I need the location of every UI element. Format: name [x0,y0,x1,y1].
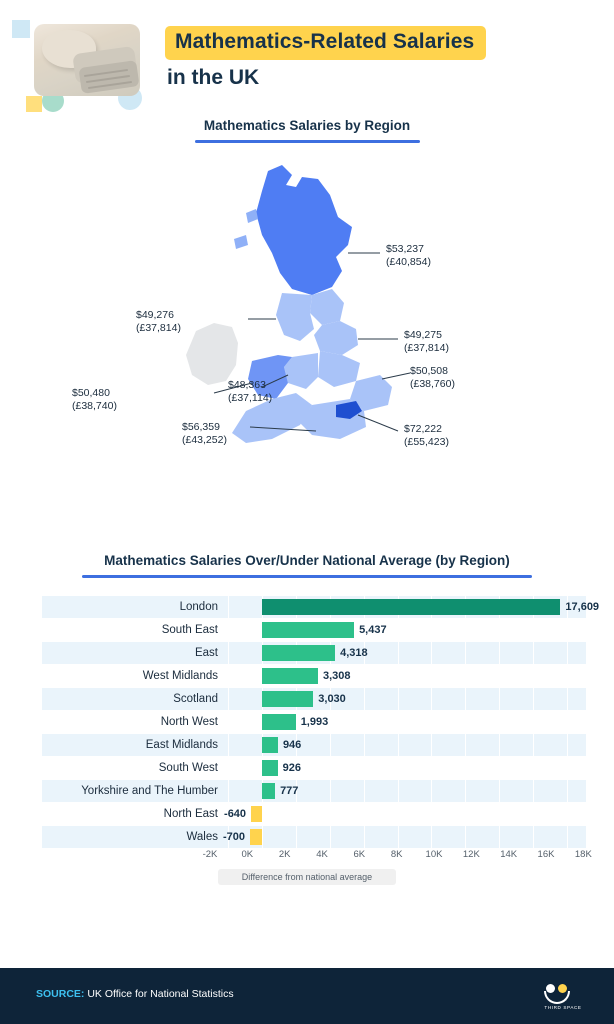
map-label-south-east [182,421,227,447]
gridline [398,780,399,802]
map-label-east-gbp: (£38,760) [410,378,455,390]
bar-plot-area [223,826,584,848]
bar-row [18,688,596,710]
bar-category-label: Scotland [173,693,218,705]
bar-row [18,711,596,733]
gridline [465,642,466,664]
map-label-north-west-gbp: (£37,814) [136,322,181,334]
map-label-wales-gbp: (£38,740) [72,400,117,412]
bar-row [18,596,600,618]
gridline [465,688,466,710]
x-axis-tick: 6K [353,849,366,860]
bar-plot-area [228,734,584,756]
gridline [533,688,534,710]
money-calculator-photo [34,24,140,96]
gridline [296,826,297,848]
gridline [398,711,399,733]
bar [262,645,335,661]
bar [251,806,262,822]
map-label-yorkshire-usd: $49,275 [404,329,442,341]
bar-category-label: West Midlands [142,670,218,682]
gridline [533,665,534,687]
gridline [533,711,534,733]
gridline [398,734,399,756]
chart-title-underline [82,575,532,578]
gridline [364,688,365,710]
gridline [567,826,568,848]
bar [262,691,313,707]
x-axis-tick: 0K [241,849,254,860]
gridline [499,734,500,756]
gridline [533,757,534,779]
gridline [364,780,365,802]
x-axis-tick: 10K [425,849,443,860]
bar-row [18,619,596,641]
bar-row [18,665,596,687]
gridline [499,780,500,802]
map-label-scotland [386,243,431,269]
bar-category-label: South West [158,762,218,774]
gridline [228,642,229,664]
gridline [533,642,534,664]
gridline [567,803,568,825]
gridline [567,642,568,664]
map-label-wales-usd: $50,480 [72,387,110,399]
bar-plot-area [228,642,584,664]
bar-row [18,642,596,664]
bar-category-label: East Midlands [145,739,218,751]
gridline [533,803,534,825]
map-label-south-east-usd: $56,359 [182,421,220,433]
bar-row [18,734,596,756]
gridline [533,826,534,848]
bar-category-label: North West [160,716,218,728]
gridline [398,619,399,641]
gridline [567,734,568,756]
bar-plot-area [228,619,584,641]
gridline [330,757,331,779]
bar-value-label: 5,437 [359,624,387,636]
header-decoration [10,12,155,112]
logo-arc-icon [544,991,570,1004]
bar [262,714,296,730]
gridline [262,803,263,825]
bar-value-label: 3,308 [322,670,351,682]
map-label-west-midlands [228,379,272,405]
bar-value-label: 1,993 [300,716,329,728]
bar-value-label: 17,609 [565,601,600,613]
gridline [228,619,229,641]
gridline [431,734,432,756]
brand-logo [534,984,592,1010]
x-axis-tick: 18K [574,849,592,860]
gridline [398,642,399,664]
bar-value-label: -640 [224,808,247,820]
gridline [465,803,466,825]
gridline [228,757,229,779]
bar-plot-area [228,757,584,779]
x-axis-tick: 2K [278,849,291,860]
map-label-south-east-gbp: (£43,252) [182,434,227,446]
chart-section-title: Mathematics Salaries Over/Under National Average (by Region) [104,553,510,568]
bar-category-label: Yorkshire and The Humber [81,785,218,797]
bar-plot-area [228,711,584,733]
map-region-east-midlands [318,351,360,387]
map-label-east [410,365,455,391]
gridline [330,826,331,848]
gridline [364,757,365,779]
map-section-title: Mathematics Salaries by Region [203,118,411,133]
gridline [296,803,297,825]
gridline [465,826,466,848]
x-axis-tick: 8K [390,849,403,860]
bar-value-label: 777 [280,785,299,797]
bar [250,829,262,845]
gridline [330,711,331,733]
bar-chart [0,596,614,848]
gridline [465,665,466,687]
x-axis-tick: 16K [537,849,555,860]
gridline [465,619,466,641]
gridline [567,665,568,687]
source-value: UK Office for National Statistics [87,988,234,1000]
gridline [499,688,500,710]
map-region-scotland-isles-2 [234,235,248,249]
gridline [431,803,432,825]
header [0,0,614,118]
gridline [330,803,331,825]
uk-map-svg [0,143,614,563]
gridline [465,734,466,756]
gridline [567,711,568,733]
source-text [36,988,234,1000]
bar-chart-section [0,553,614,885]
page-subtitle: in the UK [167,66,260,89]
bar [262,783,275,799]
gridline [431,642,432,664]
gridline [499,803,500,825]
map-label-east-usd: $50,508 [410,365,448,377]
x-axis-tick: 12K [462,849,480,860]
page-title: Mathematics-Related Salaries [165,26,486,60]
bar [262,737,278,753]
bar-plot-area [228,780,584,802]
gridline [499,619,500,641]
x-axis [202,849,602,867]
gridline [499,757,500,779]
gridline [398,803,399,825]
x-axis-label: Difference from national average [218,869,396,885]
gridline [465,757,466,779]
map-section [0,118,614,563]
bar-plot-area [228,596,600,618]
gridline [567,780,568,802]
gridline [398,757,399,779]
gridline [364,826,365,848]
map-region-scotland-isles [246,209,258,223]
gridline [533,734,534,756]
map-region-scotland [256,165,352,295]
x-axis-tick: -2K [202,849,218,860]
gridline [465,711,466,733]
bar-row [18,780,596,802]
gridline [431,757,432,779]
bar-category-label: East [194,647,218,659]
bar [262,668,318,684]
bar-row [18,826,596,848]
gridline [364,711,365,733]
gridline [364,665,365,687]
map-label-london-usd: $72,222 [404,423,442,435]
gridline [533,619,534,641]
gridline [228,711,229,733]
title-block [165,26,486,90]
gridline [567,757,568,779]
decor-square-yellow [26,96,42,112]
gridline [398,688,399,710]
logo-text: THIRD SPACE [544,1005,582,1010]
map-region-yorkshire [314,321,358,355]
gridline [228,665,229,687]
bar-category-label: South East [161,624,218,636]
map-label-london [404,423,449,449]
bar-value-label: -700 [223,831,246,843]
gridline [431,688,432,710]
bar-category-label: London [179,601,218,613]
gridline [398,826,399,848]
bar-value-label: 4,318 [340,647,368,659]
map-label-yorkshire-gbp: (£37,814) [404,342,449,354]
gridline [431,826,432,848]
gridline [296,711,297,733]
map-label-north-west-usd: $49,276 [136,309,174,321]
map-label-yorkshire [404,329,449,355]
decor-square-blue [12,20,30,38]
gridline [499,642,500,664]
map-label-west-midlands-usd: $48,363 [228,379,266,391]
gridline [228,780,229,802]
bar-row [18,757,596,779]
map-label-london-gbp: (£55,423) [404,436,449,448]
gridline [330,780,331,802]
gridline [364,803,365,825]
gridline [364,734,365,756]
footer [0,968,614,1024]
map-region-north-west [276,293,314,341]
gridline [567,619,568,641]
map-label-scotland-usd: $53,237 [386,243,424,255]
x-axis-tick: 4K [316,849,328,860]
gridline [465,780,466,802]
gridline [398,665,399,687]
gridline [533,780,534,802]
gridline [499,711,500,733]
bar-row [18,803,596,825]
gridline [499,665,500,687]
bar-value-label: 946 [282,739,302,751]
bar-value-label: 926 [282,762,301,774]
uk-map [0,143,614,563]
gridline [262,826,263,848]
x-axis-tick: 14K [500,849,518,860]
bar-plot-area [228,665,584,687]
gridline [567,688,568,710]
source-key: SOURCE: [36,988,85,1000]
bar-plot-area [228,688,584,710]
bar-category-label: Wales [186,831,218,843]
leader-line-east [382,373,410,379]
map-label-wales [72,387,117,413]
map-label-scotland-gbp: (£40,854) [386,256,431,268]
bar [262,760,278,776]
gridline [431,665,432,687]
gridline [228,688,229,710]
gridline [228,734,229,756]
gridline [431,619,432,641]
gridline [431,711,432,733]
gridline [228,596,229,618]
gridline [499,826,500,848]
map-label-west-midlands-gbp: (£37,114) [228,392,273,404]
gridline [330,734,331,756]
map-label-north-west [136,309,181,335]
map-region-ireland [186,323,238,385]
gridline [431,780,432,802]
bar-plot-area [224,803,584,825]
map-region-north-east [310,289,344,325]
bar [262,599,561,615]
bar-category-label: North East [163,808,218,820]
bar-value-label: 3,030 [318,693,346,705]
bar [262,622,354,638]
